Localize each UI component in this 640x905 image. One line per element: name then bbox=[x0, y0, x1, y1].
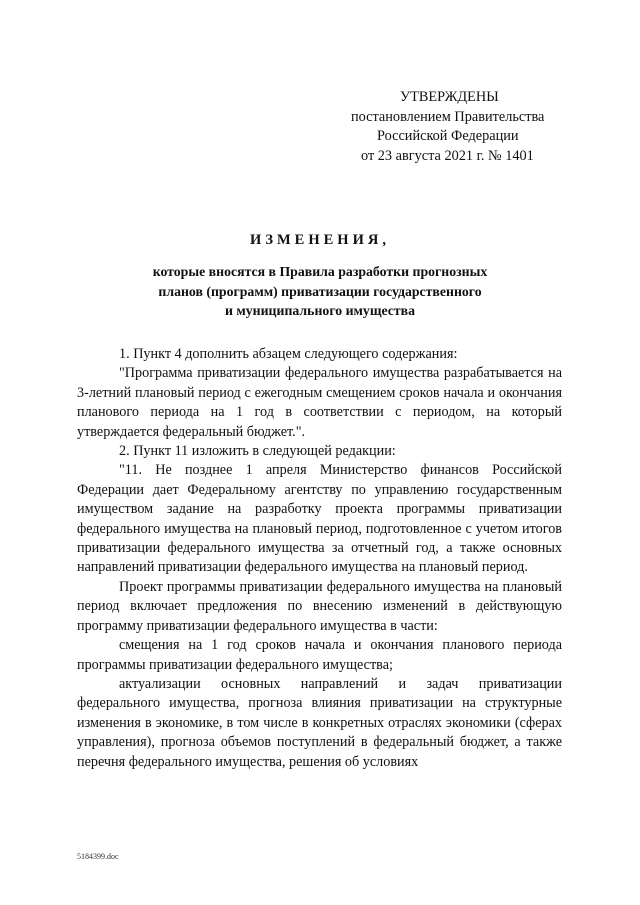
paragraph-item-2: 2. Пункт 11 изложить в следующей редакции: bbox=[119, 443, 396, 460]
document-subtitle bbox=[0, 262, 640, 321]
approval-line-date-number: от 23 августа 2021 г. № 1401 bbox=[361, 147, 534, 164]
document-body bbox=[77, 345, 562, 772]
document-title: ИЗМЕНЕНИЯ, bbox=[250, 232, 390, 248]
paragraph-shift-terms: смещения на 1 год сроков начала и окончания планового периода программы приватизации федерального имущества; bbox=[77, 637, 562, 673]
paragraph-item-1: 1. Пункт 4 дополнить абзацем следующего содержания: bbox=[119, 346, 458, 362]
paragraph-quote-item-11: "11. Не позднее 1 апреля Министерство финансов Российской Федерации дает Федеральному агентству по управлению государственным имуществом задание на разработку проекта программы приватизации федерального имущества на плановый период, подготовленное с учетом итогов приватизации федерального имущества за отчетный год, а также основных направлений приватизации федерального имущества на плановый период. bbox=[77, 462, 562, 576]
file-reference: 5184399.doc bbox=[77, 852, 119, 861]
approval-line-resolution: постановлением Правительства bbox=[351, 108, 545, 125]
subtitle-line-3: и муниципального имущества bbox=[224, 303, 416, 318]
approval-heading: УТВЕРЖДЕНЫ bbox=[400, 89, 499, 105]
subtitle-line-2: планов (программ) приватизации государственного bbox=[158, 283, 482, 299]
paragraph-quote-program: "Программа приватизации федерального имущества разрабатывается на 3-летний плановый период с ежегодным смещением сроков начала и окончания планового периода на 1 год в соответствии с периодом, на который утверждается федеральный бюджет.". bbox=[77, 365, 562, 440]
paragraph-draft-program: Проект программы приватизации федерального имущества на плановый период включает предложения по внесению изменений в действующую программу приватизации федерального имущества в части: bbox=[77, 578, 562, 634]
subtitle-line-1: которые вносятся в Правила разработки прогнозных bbox=[152, 264, 488, 279]
approval-line-federation: Российской Федерации bbox=[377, 128, 519, 144]
paragraph-actualization: актуализации основных направлений и задач приватизации федерального имущества, прогноза влияния приватизации на структурные изменения в экономике, в том числе в конкретных отраслях экономики (сферах управления), прогноза объемов поступлений в федеральный бюджет, а также перечня федерального имущества, решения об условиях bbox=[77, 675, 562, 770]
